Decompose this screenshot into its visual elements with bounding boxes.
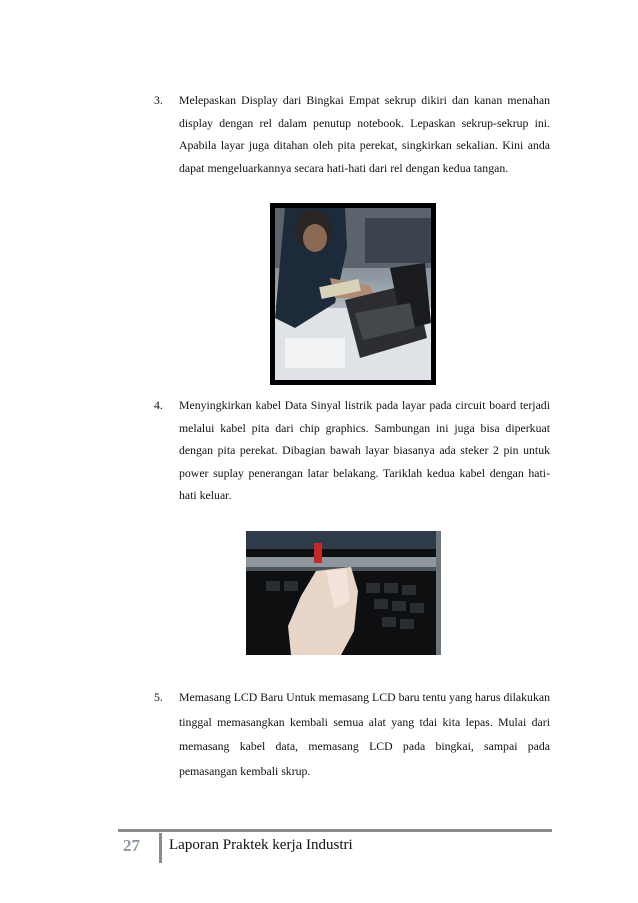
list-text: Memasang LCD Baru Untuk memasang LCD baru tentu yang harus dilakukan tinggal memasangkan kembali semua alat yang tdai kita lepas. Mulai dari memasang kabel data, memasang LCD pada bingkai, sampai pada pemasangan kembali skrup. xyxy=(179,690,550,778)
list-number: 4. xyxy=(154,398,163,412)
lcd-cable-photo-graphic xyxy=(246,531,441,655)
photo-person-with-laptop xyxy=(270,203,436,385)
laptop-repair-photo-graphic xyxy=(275,208,431,380)
footer-divider xyxy=(118,829,552,832)
list-text: Melepaskan Display dari Bingkai Empat sekrup dikiri dan kanan menahan display dengan rel dalam penutup notebook. Lepaskan sekrup-sekrup ini. Apabila layar juga ditahan oleh pita perekat, singkirkan sekalian. Kini anda dapat mengeluarkannya secara hati-hati dari rel dengan kedua tangan. xyxy=(179,93,550,175)
list-item-4 xyxy=(154,394,550,507)
list-number: 3. xyxy=(154,93,163,107)
page-number: 27 xyxy=(123,836,140,855)
footer-title: Laporan Praktek kerja Industri xyxy=(169,837,353,853)
photo-hand-under-screen xyxy=(246,531,441,655)
list-text: Menyingkirkan kabel Data Sinyal listrik pada layar pada circuit board terjadi melalui kabel pita dari chip graphics. Sambungan ini juga bisa diperkuat dengan pita perekat. Dibagian bawah layar biasanya ada steker 2 pin untuk power suplay penerangan latar belakang. Tariklah kedua kabel dengan hati-hati keluar. xyxy=(179,398,550,502)
list-item-3 xyxy=(154,89,550,179)
list-item-5 xyxy=(154,685,550,783)
footer-separator xyxy=(159,833,162,863)
list-number: 5. xyxy=(154,690,163,704)
